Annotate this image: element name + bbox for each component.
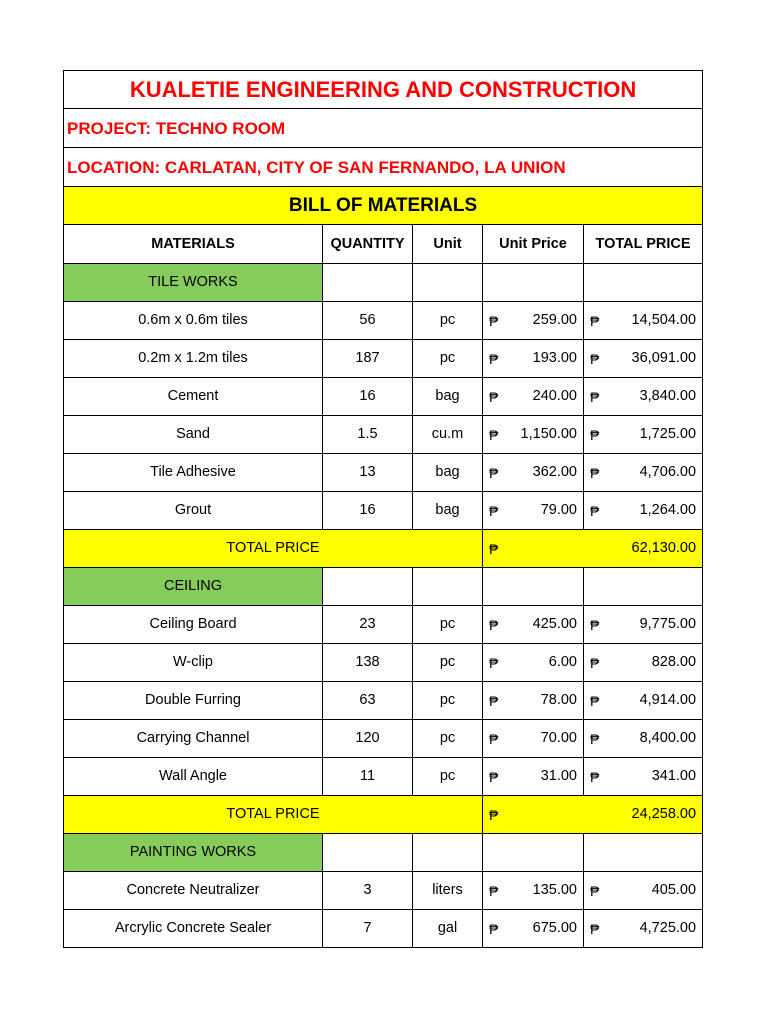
empty-cell: [584, 568, 703, 606]
unit: bag: [413, 492, 483, 530]
peso-sign: ₱: [489, 426, 499, 443]
section-header-row: [64, 264, 703, 302]
unit-price: [483, 454, 584, 492]
line-total: [584, 720, 703, 758]
column-header-row: [64, 225, 703, 264]
line-total-wrap: [590, 503, 696, 518]
section-name: PAINTING WORKS: [64, 834, 323, 872]
line-total-value: 405.00: [651, 882, 697, 899]
header-unit-price: Unit Price: [483, 225, 584, 264]
unit-price-value: 70.00: [540, 730, 577, 747]
peso-sign: ₱: [590, 730, 600, 747]
quantity: 138: [323, 644, 413, 682]
unit: pc: [413, 644, 483, 682]
unit-price-value: 193.00: [532, 350, 577, 367]
quantity: 187: [323, 340, 413, 378]
peso-sign: ₱: [489, 312, 499, 329]
peso-sign: ₱: [590, 388, 600, 405]
material-name: Sand: [64, 416, 323, 454]
table-row: [64, 644, 703, 682]
quantity: 1.5: [323, 416, 413, 454]
unit-price: [483, 606, 584, 644]
material-name: Cement: [64, 378, 323, 416]
peso-sign: ₱: [590, 768, 600, 785]
unit-price: [483, 492, 584, 530]
section-total-value: 62,130.00: [631, 540, 697, 557]
peso-sign: ₱: [489, 806, 499, 823]
unit-price-value: 78.00: [540, 692, 577, 709]
line-total-wrap: [590, 769, 696, 784]
section-total-row: [64, 530, 703, 568]
line-total-wrap: [590, 351, 696, 366]
unit-price-value: 6.00: [548, 654, 577, 671]
empty-cell: [413, 568, 483, 606]
unit-price-value: 362.00: [532, 464, 577, 481]
peso-sign: ₱: [590, 464, 600, 481]
section-total-value: 24,258.00: [631, 806, 697, 823]
unit: bag: [413, 378, 483, 416]
unit-price: [483, 758, 584, 796]
header-quantity: QUANTITY: [323, 225, 413, 264]
unit-price: [483, 720, 584, 758]
material-name: Carrying Channel: [64, 720, 323, 758]
line-total: [584, 872, 703, 910]
empty-cell: [483, 568, 584, 606]
peso-sign: ₱: [590, 426, 600, 443]
empty-cell: [323, 834, 413, 872]
line-total-wrap: [590, 389, 696, 404]
material-name: Tile Adhesive: [64, 454, 323, 492]
table-row: [64, 910, 703, 948]
unit-price-value: 240.00: [532, 388, 577, 405]
unit-price-value: 79.00: [540, 502, 577, 519]
line-total-wrap: [590, 427, 696, 442]
line-total: [584, 454, 703, 492]
section-name: CEILING: [64, 568, 323, 606]
line-total-value: 4,914.00: [639, 692, 697, 709]
unit-price-wrap: [489, 769, 577, 784]
quantity: 7: [323, 910, 413, 948]
unit: pc: [413, 340, 483, 378]
table-row: [64, 682, 703, 720]
peso-sign: ₱: [489, 882, 499, 899]
section-total-wrap: [489, 807, 696, 822]
quantity: 16: [323, 492, 413, 530]
material-name: Double Furring: [64, 682, 323, 720]
material-name: 0.2m x 1.2m tiles: [64, 340, 323, 378]
empty-cell: [323, 568, 413, 606]
line-total-value: 8,400.00: [639, 730, 697, 747]
line-total: [584, 416, 703, 454]
empty-cell: [483, 264, 584, 302]
line-total: [584, 644, 703, 682]
empty-cell: [483, 834, 584, 872]
line-total-value: 14,504.00: [631, 312, 697, 329]
peso-sign: ₱: [590, 920, 600, 937]
table-row: [64, 378, 703, 416]
line-total-value: 4,725.00: [639, 920, 697, 937]
quantity: 3: [323, 872, 413, 910]
peso-sign: ₱: [590, 616, 600, 633]
unit: pc: [413, 302, 483, 340]
table-row: [64, 302, 703, 340]
unit-price-wrap: [489, 351, 577, 366]
section-name: TILE WORKS: [64, 264, 323, 302]
section-header-row: [64, 568, 703, 606]
empty-cell: [584, 834, 703, 872]
quantity: 56: [323, 302, 413, 340]
peso-sign: ₱: [489, 502, 499, 519]
header-total-price: TOTAL PRICE: [584, 225, 703, 264]
material-name: 0.6m x 0.6m tiles: [64, 302, 323, 340]
line-total: [584, 910, 703, 948]
unit: pc: [413, 758, 483, 796]
peso-sign: ₱: [489, 654, 499, 671]
empty-cell: [413, 264, 483, 302]
line-total: [584, 758, 703, 796]
unit-price-value: 425.00: [532, 616, 577, 633]
table-row: [64, 872, 703, 910]
line-total-wrap: [590, 731, 696, 746]
peso-sign: ₱: [590, 654, 600, 671]
quantity: 63: [323, 682, 413, 720]
peso-sign: ₱: [489, 730, 499, 747]
line-total-wrap: [590, 921, 696, 936]
material-name: Arcrylic Concrete Sealer: [64, 910, 323, 948]
unit-price-value: 259.00: [532, 312, 577, 329]
unit-price-value: 1,150.00: [520, 426, 577, 443]
unit-price: [483, 872, 584, 910]
unit-price: [483, 340, 584, 378]
project-location: LOCATION: CARLATAN, CITY OF SAN FERNANDO, LA UNION: [64, 148, 703, 187]
peso-sign: ₱: [590, 882, 600, 899]
section-total: [483, 530, 703, 568]
line-total-value: 9,775.00: [639, 616, 697, 633]
line-total: [584, 340, 703, 378]
table-row: [64, 720, 703, 758]
line-total: [584, 606, 703, 644]
unit-price-wrap: [489, 655, 577, 670]
line-total-value: 341.00: [651, 768, 697, 785]
unit-price-value: 135.00: [532, 882, 577, 899]
peso-sign: ₱: [489, 692, 499, 709]
table-row: [64, 340, 703, 378]
unit-price-wrap: [489, 617, 577, 632]
project-row: [64, 109, 703, 148]
unit-price: [483, 682, 584, 720]
unit: pc: [413, 720, 483, 758]
unit: bag: [413, 454, 483, 492]
quantity: 23: [323, 606, 413, 644]
peso-sign: ₱: [489, 616, 499, 633]
document-title-row: [64, 187, 703, 225]
section-total: [483, 796, 703, 834]
material-name: Wall Angle: [64, 758, 323, 796]
unit-price-wrap: [489, 883, 577, 898]
unit-price: [483, 416, 584, 454]
company-name: KUALETIE ENGINEERING AND CONSTRUCTION: [64, 71, 703, 109]
material-name: Ceiling Board: [64, 606, 323, 644]
line-total: [584, 302, 703, 340]
line-total: [584, 492, 703, 530]
unit: cu.m: [413, 416, 483, 454]
table-row: [64, 758, 703, 796]
peso-sign: ₱: [489, 768, 499, 785]
quantity: 16: [323, 378, 413, 416]
unit-price-wrap: [489, 465, 577, 480]
bill-of-materials-table: [63, 70, 703, 948]
line-total-wrap: [590, 655, 696, 670]
unit: gal: [413, 910, 483, 948]
quantity: 120: [323, 720, 413, 758]
peso-sign: ₱: [489, 920, 499, 937]
line-total: [584, 682, 703, 720]
unit-price-wrap: [489, 693, 577, 708]
header-unit: Unit: [413, 225, 483, 264]
unit-price-wrap: [489, 503, 577, 518]
empty-cell: [413, 834, 483, 872]
material-name: Concrete Neutralizer: [64, 872, 323, 910]
peso-sign: ₱: [590, 502, 600, 519]
section-total-wrap: [489, 541, 696, 556]
table-row: [64, 492, 703, 530]
unit-price: [483, 644, 584, 682]
line-total-wrap: [590, 617, 696, 632]
empty-cell: [323, 264, 413, 302]
unit-price-wrap: [489, 389, 577, 404]
unit-price-value: 31.00: [540, 768, 577, 785]
company-row: [64, 71, 703, 109]
line-total-wrap: [590, 465, 696, 480]
header-materials: MATERIALS: [64, 225, 323, 264]
table-row: [64, 416, 703, 454]
unit-price-value: 675.00: [532, 920, 577, 937]
unit-price: [483, 910, 584, 948]
unit: pc: [413, 682, 483, 720]
peso-sign: ₱: [590, 692, 600, 709]
unit-price: [483, 302, 584, 340]
material-name: W-clip: [64, 644, 323, 682]
unit-price-wrap: [489, 313, 577, 328]
unit: pc: [413, 606, 483, 644]
peso-sign: ₱: [590, 312, 600, 329]
quantity: 13: [323, 454, 413, 492]
line-total-value: 4,706.00: [639, 464, 697, 481]
table-body: [64, 71, 703, 948]
line-total-value: 36,091.00: [631, 350, 697, 367]
line-total-value: 1,725.00: [639, 426, 697, 443]
quantity: 11: [323, 758, 413, 796]
table-row: [64, 606, 703, 644]
unit-price-wrap: [489, 427, 577, 442]
empty-cell: [584, 264, 703, 302]
unit-price: [483, 378, 584, 416]
material-name: Grout: [64, 492, 323, 530]
peso-sign: ₱: [489, 350, 499, 367]
peso-sign: ₱: [489, 540, 499, 557]
section-header-row: [64, 834, 703, 872]
line-total-wrap: [590, 693, 696, 708]
unit-price-wrap: [489, 731, 577, 746]
line-total-wrap: [590, 883, 696, 898]
line-total-wrap: [590, 313, 696, 328]
section-total-label: TOTAL PRICE: [64, 796, 483, 834]
peso-sign: ₱: [489, 464, 499, 481]
document-title: BILL OF MATERIALS: [64, 187, 703, 225]
unit: liters: [413, 872, 483, 910]
location-row: [64, 148, 703, 187]
line-total-value: 828.00: [651, 654, 697, 671]
peso-sign: ₱: [489, 388, 499, 405]
table-row: [64, 454, 703, 492]
project-name: PROJECT: TECHNO ROOM: [64, 109, 703, 148]
line-total: [584, 378, 703, 416]
peso-sign: ₱: [590, 350, 600, 367]
line-total-value: 1,264.00: [639, 502, 697, 519]
line-total-value: 3,840.00: [639, 388, 697, 405]
section-total-label: TOTAL PRICE: [64, 530, 483, 568]
unit-price-wrap: [489, 921, 577, 936]
section-total-row: [64, 796, 703, 834]
